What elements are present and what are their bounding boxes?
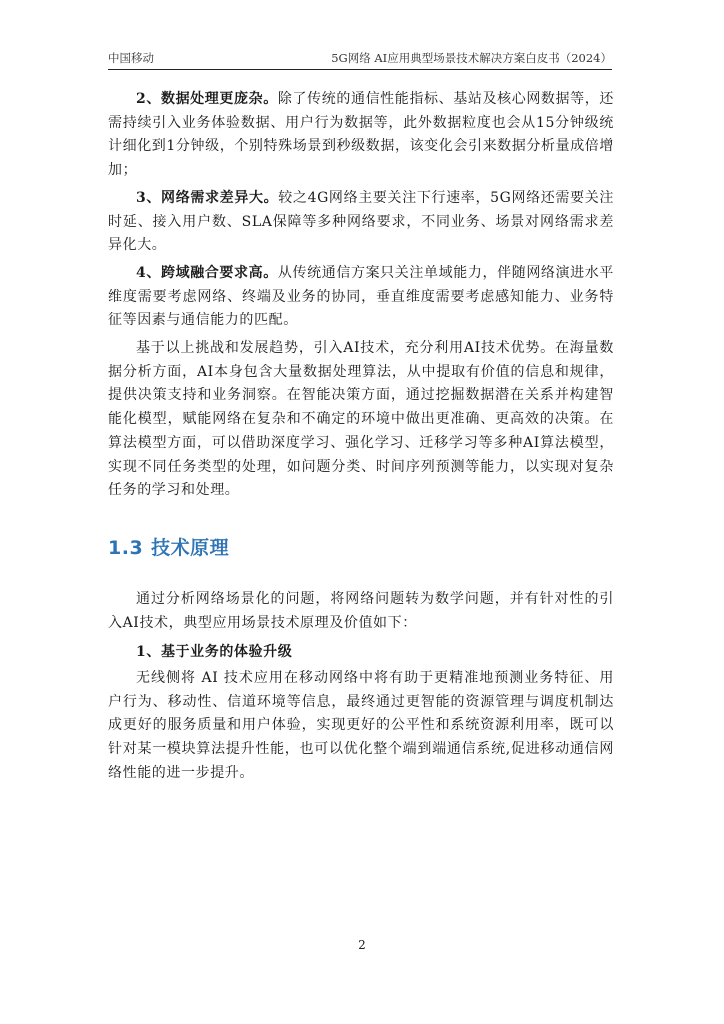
challenge-text: 除了传统的通信性能指标、基站及核心网数据等，还需持续引入业务体验数据、用户行为数据等，此外数据粒度也会从15分钟级统计细化到1分钟级，个别特殊场景到秒级数据，该变化会引来数据分析量成倍增加； — [108, 91, 614, 179]
subsection-title: 1、基于业务的体验升级 — [136, 644, 293, 661]
page-header — [108, 50, 612, 66]
challenge-lead: 2、数据处理更庞杂。 — [136, 91, 278, 107]
section-number: 1.3 — [108, 536, 144, 559]
section-heading — [108, 533, 614, 560]
page-number: 2 — [358, 938, 366, 952]
challenge-lead: 4、跨域融合要求高。 — [136, 264, 278, 281]
summary-paragraph: 基于以上挑战和发展趋势，引入AI技术，充分利用AI技术优势。在海量数据分析方面，AI本身包含大量数据处理算法，从中提取有价值的信息和规律，提供决策支持和业务洞察。在智能决策方面，通过挖掘数据潜在关系并构建智能化模型，赋能网络在复杂和不确定的环境中做出更准确、更高效的决策。在算法模型方面，可以借助深度学习、强化学习、迁移学习等多种AI算法模型，实现不同任务类型的处理，如问题分类、时间序列预测等能力，以实现对复杂任务的学习和处理。 — [108, 340, 614, 499]
page-content — [108, 88, 614, 792]
challenge-text: 从传统通信方案只关注单域能力，伴随网络演进水平维度需要考虑网络、终端及业务的协同，垂直维度需要考虑感知能力、业务特征等因素与通信能力的匹配。 — [108, 264, 614, 329]
challenge-lead: 3、网络需求差异大。 — [136, 189, 279, 206]
subsection-paragraph: 无线侧将 AI 技术应用在移动网络中将有助于更精准地预测业务特征、用户行为、移动性、信道环境等信息，最终通过更智能的资源管理与调度机制达成更好的服务质量和用户体验，实现更好的公平性和系统资源利用率，既可以针对某一模块算法提升性能，也可以优化整个端到端通信系统,促进移动通信网络性能的进一步提升。 — [108, 670, 614, 781]
challenge-item — [108, 262, 614, 333]
header-org: 中国移动 — [108, 51, 154, 65]
challenge-item — [108, 187, 614, 258]
section-title: 技术原理 — [151, 536, 230, 559]
header-divider — [108, 69, 612, 70]
challenge-text: 较之4G网络主要关注下行速率，5G网络还需要关注时延、接入用户数、SLA保障等多种网络要求，不同业务、场景对网络需求差异化大。 — [108, 189, 614, 254]
challenge-item — [108, 88, 614, 183]
section-intro: 通过分析网络场景化的问题，将网络问题转为数学问题，并有针对性的引入AI技术，典型应用场景技术原理及价值如下： — [108, 590, 614, 631]
header-doc-title: 5G网络 AI应用典型场景技术解决方案白皮书（2024） — [331, 51, 612, 65]
